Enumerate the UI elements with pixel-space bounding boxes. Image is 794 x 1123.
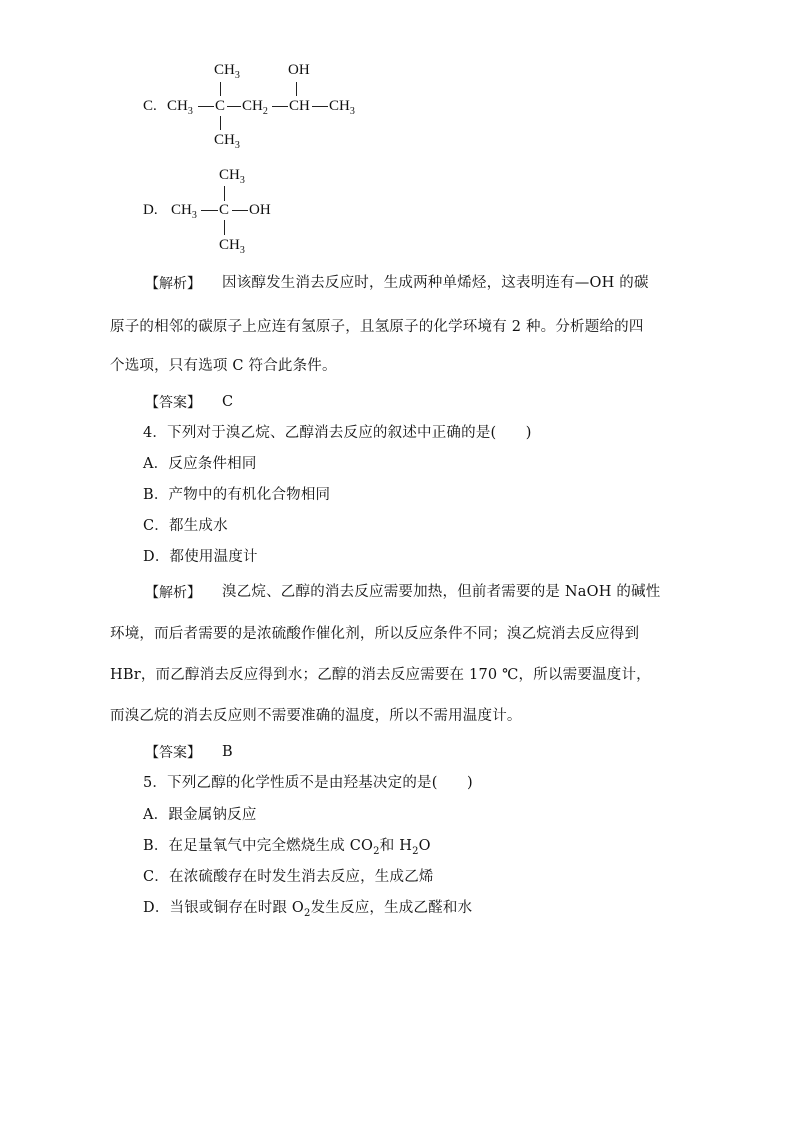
option-d-center-c: C: [219, 202, 230, 218]
q4-option-d: D．都使用温度计: [143, 549, 258, 565]
option-c-top-oh: OH: [288, 62, 310, 78]
q4-analysis-line3: HBr，而乙醇消去反应得到水；乙醇的消去反应需要在 170 ℃，所以需要温度计，: [110, 667, 651, 683]
q4-answer-tag: 【答案】: [145, 745, 201, 761]
q4-answer: B: [222, 744, 233, 760]
q4-option-c: C．都生成水: [143, 518, 228, 534]
option-c-right-ch3: $CH_3$: [329, 98, 355, 117]
option-c-ch: CH: [289, 98, 310, 114]
option-c-bond-oh: [296, 82, 297, 96]
option-c-bond-left: [198, 106, 214, 107]
option-c-label: C.: [143, 98, 157, 114]
option-c-bottom-ch3: $CH_3$: [214, 132, 240, 151]
q5-stem: 5．下列乙醇的化学性质不是由羟基决定的是( ): [143, 775, 473, 791]
q3-analysis-tag: 【解析】: [145, 276, 201, 292]
q4-analysis-line4: 而溴乙烷的消去反应则不需要准确的温度，所以不需用温度计。: [110, 708, 522, 724]
option-c-bond-bottom: [220, 116, 221, 130]
option-c-top-ch3: $CH_3$: [214, 62, 240, 81]
option-d-label: D.: [143, 202, 158, 218]
option-d-bond-right: [232, 210, 248, 211]
option-d-bond-top: [224, 186, 225, 201]
q5-option-d: D．当银或铜存在时跟 $O_2$发生反应，生成乙醛和水: [143, 900, 473, 919]
q3-analysis-line3: 个选项，只有选项 C 符合此条件。: [110, 358, 337, 374]
option-c-ch2: $CH_2$: [242, 98, 268, 117]
option-c-left-ch3: $CH_3$: [167, 98, 193, 117]
option-d-left-ch3: $CH_3$: [171, 202, 197, 221]
q4-analysis-line2: 环境，而后者需要的是浓硫酸作催化剂，所以反应条件不同；溴乙烷消去反应得到: [110, 626, 640, 642]
option-c-bond-top: [220, 82, 221, 96]
option-c-center-c: C: [215, 98, 226, 114]
q4-analysis-tag: 【解析】: [145, 585, 201, 601]
q3-answer: C: [222, 394, 234, 410]
option-d-bottom-ch3: $CH_3$: [219, 237, 245, 256]
option-c-bond-c-ch2: [227, 106, 241, 107]
q5-option-b: B．在足量氧气中完全燃烧生成 $CO_2$和 $H_2O$: [143, 838, 431, 857]
q4-option-b: B．产物中的有机化合物相同: [143, 487, 331, 503]
q4-stem: 4．下列对于溴乙烷、乙醇消去反应的叙述中正确的是( ): [143, 425, 532, 441]
option-c-bond-ch-ch3: [312, 106, 328, 107]
q3-analysis-line1: 因该醇发生消去反应时，生成两种单烯烃，这表明连有—OH 的碳: [222, 275, 649, 291]
q4-analysis-line1: 溴乙烷、乙醇的消去反应需要加热，但前者需要的是 NaOH 的碱性: [222, 584, 661, 600]
option-d-top-ch3: $CH_3$: [219, 167, 245, 186]
option-d-oh: OH: [249, 202, 271, 218]
q3-answer-tag: 【答案】: [145, 395, 201, 411]
q4-option-a: A．反应条件相同: [143, 456, 257, 472]
option-d-bond-left: [201, 210, 218, 211]
q5-option-a: A．跟金属钠反应: [143, 807, 257, 823]
option-d-bond-bottom: [224, 220, 225, 235]
q3-analysis-line2: 原子的相邻的碳原子上应连有氢原子，且氢原子的化学环境有 2 种。分析题给的四: [110, 319, 644, 335]
q5-option-c: C．在浓硫酸存在时发生消去反应，生成乙烯: [143, 869, 434, 885]
option-c-bond-ch2-ch: [272, 106, 288, 107]
